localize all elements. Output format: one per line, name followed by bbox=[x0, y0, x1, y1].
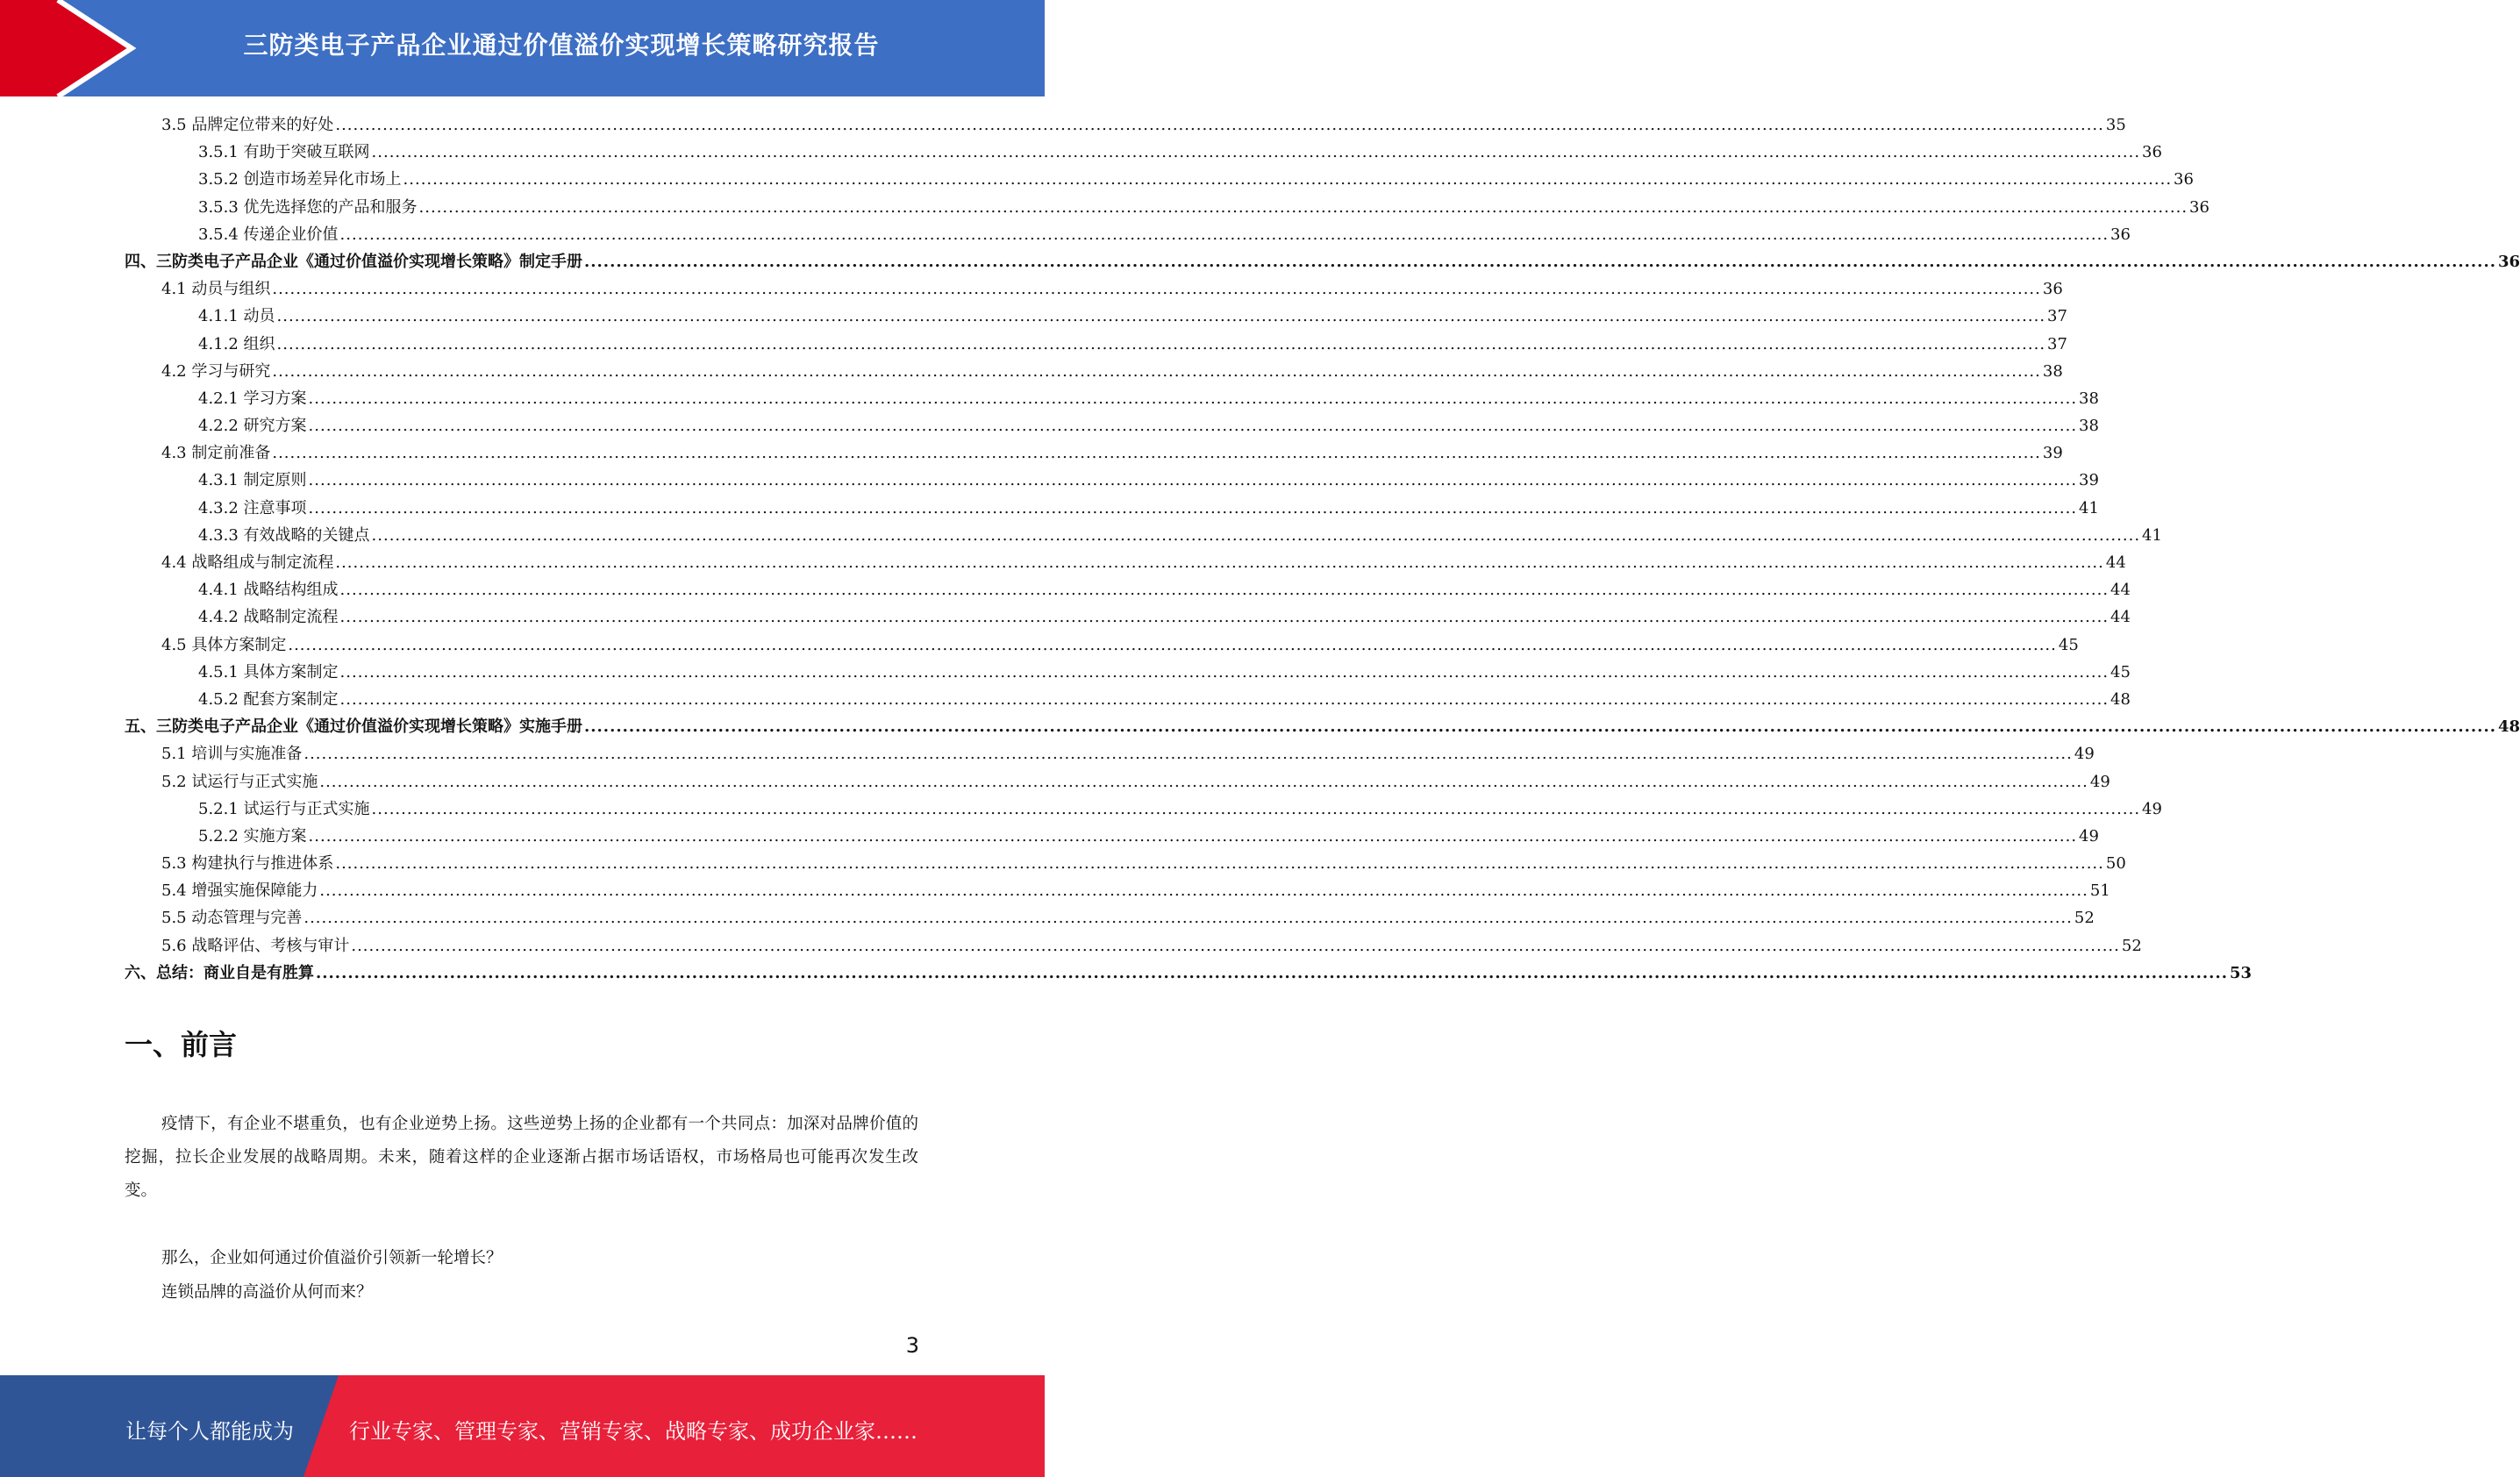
toc-entry-page: 38 bbox=[2042, 361, 2063, 381]
toc-entry-page: 52 bbox=[2121, 936, 2142, 955]
toc-leader-dots: ............................................................................................................................................................................................................................................................................................................ bbox=[335, 854, 2104, 874]
toc-entry-label: 4.3.2 注意事项 bbox=[198, 498, 307, 517]
toc-entry-label: 4.4 战略组成与制定流程 bbox=[161, 553, 334, 572]
toc-entry-page: 45 bbox=[2058, 635, 2079, 654]
toc-entry[interactable] bbox=[125, 112, 2126, 139]
toc-leader-dots: ............................................................................................................................................................................................................................................................................................................ bbox=[339, 662, 2110, 681]
toc-entry-label: 5.3 构建执行与推进体系 bbox=[161, 854, 334, 874]
section-heading: 一、前言 bbox=[125, 1028, 238, 1061]
toc-entry-page: 41 bbox=[2142, 525, 2162, 545]
toc-leader-dots: ............................................................................................................................................................................................................................................................................................................ bbox=[371, 525, 2141, 545]
toc-entry-page: 52 bbox=[2074, 909, 2095, 928]
page-footer bbox=[0, 1375, 1045, 1477]
toc-entry-page: 48 bbox=[2497, 717, 2520, 737]
toc-entry[interactable] bbox=[125, 604, 2131, 631]
toc-leader-dots: ............................................................................................................................................................................................................................................................................................................ bbox=[335, 553, 2104, 572]
toc-leader-dots: ............................................................................................................................................................................................................................................................................................................ bbox=[316, 963, 2228, 982]
toc-entry-label: 5.2.2 实施方案 bbox=[198, 826, 307, 846]
toc-leader-dots: ............................................................................................................................................................................................................................................................................................................ bbox=[371, 799, 2141, 818]
toc-entry-label: 4.2.2 研究方案 bbox=[198, 417, 307, 436]
toc-entry[interactable] bbox=[125, 139, 2162, 167]
toc-entry-label: 4.1 动员与组织 bbox=[161, 280, 271, 299]
toc-entry-page: 36 bbox=[2110, 225, 2131, 244]
toc-entry-label: 5.1 培训与实施准备 bbox=[161, 745, 303, 764]
toc-leader-dots: ............................................................................................................................................................................................................................................................................................................ bbox=[308, 471, 2078, 490]
toc-entry[interactable] bbox=[125, 523, 2162, 550]
toc-entry[interactable] bbox=[125, 632, 2079, 660]
toc-entry-label: 五、三防类电子产品企业《通过价值溢价实现增长策略》实施手册 bbox=[125, 717, 582, 737]
toc-leader-dots: ............................................................................................................................................................................................................................................................................................................ bbox=[308, 417, 2078, 436]
toc-entry[interactable] bbox=[125, 577, 2131, 604]
toc-leader-dots: ............................................................................................................................................................................................................................................................................................................ bbox=[403, 170, 2173, 189]
toc-entry-label: 六、总结：商业自是有胜算 bbox=[125, 963, 314, 982]
toc-entry-page: 36 bbox=[2142, 143, 2162, 162]
toc-entry-page: 44 bbox=[2105, 553, 2126, 572]
toc-leader-dots: ............................................................................................................................................................................................................................................................................................................ bbox=[339, 608, 2110, 627]
toc-leader-dots: ............................................................................................................................................................................................................................................................................................................ bbox=[272, 444, 2041, 463]
toc-entry-label: 4.5.1 具体方案制定 bbox=[198, 662, 339, 681]
toc-entry[interactable] bbox=[125, 386, 2099, 413]
toc-entry-label: 4.5 具体方案制定 bbox=[161, 635, 287, 654]
table-of-contents bbox=[125, 112, 2520, 988]
toc-entry-label: 5.4 增强实施保障能力 bbox=[161, 881, 318, 901]
toc-entry[interactable] bbox=[125, 222, 2131, 249]
toc-entry-label: 5.6 战略评估、考核与审计 bbox=[161, 936, 350, 955]
toc-leader-dots: ............................................................................................................................................................................................................................................................................................................ bbox=[418, 197, 2188, 217]
toc-entry-label: 4.1.2 组织 bbox=[198, 334, 275, 353]
toc-entry-page: 36 bbox=[2189, 197, 2209, 217]
toc-entry-page: 39 bbox=[2079, 471, 2099, 490]
toc-leader-dots: ............................................................................................................................................................................................................................................................................................................ bbox=[303, 909, 2073, 928]
toc-entry-label: 4.1.1 动员 bbox=[198, 307, 275, 326]
toc-entry-page: 37 bbox=[2047, 307, 2067, 326]
toc-leader-dots: ............................................................................................................................................................................................................................................................................................................ bbox=[319, 881, 2088, 901]
toc-entry[interactable] bbox=[125, 413, 2099, 440]
toc-entry[interactable] bbox=[125, 905, 2095, 932]
toc-entry[interactable] bbox=[125, 824, 2099, 851]
question-paragraph-2: 连锁品牌的高溢价从何而来？ bbox=[161, 1283, 373, 1302]
toc-entry-label: 3.5.3 优先选择您的产品和服务 bbox=[198, 197, 418, 217]
toc-leader-dots: ............................................................................................................................................................................................................................................................................................................ bbox=[308, 826, 2078, 846]
toc-entry[interactable] bbox=[125, 303, 2067, 331]
toc-entry-page: 41 bbox=[2079, 498, 2099, 517]
toc-entry-page: 38 bbox=[2079, 417, 2099, 436]
toc-entry-page: 38 bbox=[2079, 389, 2099, 408]
toc-entry-label: 3.5 品牌定位带来的好处 bbox=[161, 116, 334, 134]
toc-entry-label: 5.2 试运行与正式实施 bbox=[161, 772, 318, 791]
toc-leader-dots: ............................................................................................................................................................................................................................................................................................................ bbox=[288, 635, 2057, 654]
toc-entry[interactable] bbox=[125, 332, 2067, 359]
toc-entry-label: 4.3.3 有效战略的关键点 bbox=[198, 525, 370, 545]
toc-entry-label: 3.5.1 有助于突破互联网 bbox=[198, 143, 370, 162]
toc-entry[interactable] bbox=[125, 687, 2131, 714]
toc-entry-page: 44 bbox=[2110, 608, 2131, 627]
toc-leader-dots: ............................................................................................................................................................................................................................................................................................................ bbox=[308, 498, 2078, 517]
footer-slogan: 让每个人都能成为 bbox=[125, 1419, 294, 1444]
toc-leader-dots: ............................................................................................................................................................................................................................................................................................................ bbox=[584, 252, 2496, 271]
toc-leader-dots: ............................................................................................................................................................................................................................................................................................................ bbox=[303, 745, 2073, 764]
toc-leader-dots: ............................................................................................................................................................................................................................................................................................................ bbox=[584, 717, 2496, 737]
header-title: 三防类电子产品企业通过价值溢价实现增长策略研究报告 bbox=[243, 31, 880, 60]
toc-entry-page: 45 bbox=[2110, 662, 2131, 681]
toc-entry-label: 4.4.2 战略制定流程 bbox=[198, 608, 339, 627]
toc-entry[interactable] bbox=[125, 660, 2131, 687]
toc-entry-label: 4.2.1 学习方案 bbox=[198, 389, 307, 408]
toc-entry-page: 49 bbox=[2089, 772, 2110, 791]
toc-entry-page: 49 bbox=[2079, 826, 2099, 846]
toc-entry-page: 37 bbox=[2047, 334, 2067, 353]
toc-entry[interactable] bbox=[125, 276, 2063, 303]
toc-entry-label: 四、三防类电子产品企业《通过价值溢价实现增长策略》制定手册 bbox=[125, 252, 582, 271]
toc-entry-label: 4.2 学习与研究 bbox=[161, 361, 271, 381]
toc-entry[interactable] bbox=[125, 249, 2520, 276]
toc-entry-label: 4.3.1 制定原则 bbox=[198, 471, 307, 490]
toc-entry-page: 53 bbox=[2229, 963, 2252, 982]
toc-entry-page: 48 bbox=[2110, 689, 2131, 709]
toc-entry[interactable] bbox=[125, 769, 2110, 796]
toc-entry-page: 39 bbox=[2042, 444, 2063, 463]
toc-entry-label: 3.5.2 创造市场差异化市场上 bbox=[198, 170, 402, 189]
toc-entry[interactable] bbox=[125, 195, 2209, 222]
question-paragraph-1: 那么，企业如何通过价值溢价引领新一轮增长？ bbox=[161, 1249, 503, 1267]
toc-entry[interactable] bbox=[125, 167, 2194, 194]
toc-entry-page: 51 bbox=[2089, 881, 2110, 901]
toc-leader-dots: ............................................................................................................................................................................................................................................................................................................ bbox=[276, 334, 2046, 353]
toc-entry[interactable] bbox=[125, 714, 2520, 741]
intro-paragraph: 疫情下，有企业不堪重负，也有企业逆势上扬。这些逆势上扬的企业都有一个共同点：加深对品牌价值的挖掘，拉长企业发展的战略周期。未来，随着这样的企业逐渐占据市场话语权，市场格局也可能再次发生改变。 bbox=[125, 1115, 918, 1200]
toc-entry-label: 3.5.4 传递企业价值 bbox=[198, 225, 339, 244]
toc-leader-dots: ............................................................................................................................................................................................................................................................................................................ bbox=[371, 143, 2141, 162]
toc-entry-page: 49 bbox=[2142, 799, 2162, 818]
toc-entry[interactable] bbox=[125, 878, 2110, 905]
toc-entry[interactable] bbox=[125, 933, 2142, 960]
page-number: 3 bbox=[905, 1333, 919, 1358]
toc-leader-dots: ............................................................................................................................................................................................................................................................................................................ bbox=[339, 581, 2110, 600]
toc-leader-dots: ............................................................................................................................................................................................................................................................................................................ bbox=[276, 307, 2046, 326]
toc-entry-page: 44 bbox=[2110, 581, 2131, 600]
toc-entry[interactable] bbox=[125, 960, 2252, 988]
toc-entry-label: 4.3 制定前准备 bbox=[161, 444, 271, 463]
toc-entry[interactable] bbox=[125, 550, 2126, 577]
toc-entry-label: 5.5 动态管理与完善 bbox=[161, 909, 303, 928]
toc-entry-page: 35 bbox=[2105, 116, 2126, 134]
toc-leader-dots: ............................................................................................................................................................................................................................................................................................................ bbox=[272, 361, 2041, 381]
toc-entry[interactable] bbox=[125, 496, 2099, 523]
toc-entry-page: 50 bbox=[2105, 854, 2126, 874]
toc-entry-page: 36 bbox=[2497, 252, 2520, 271]
toc-entry-label: 4.5.2 配套方案制定 bbox=[198, 689, 339, 709]
toc-entry[interactable] bbox=[125, 741, 2095, 768]
toc-entry[interactable] bbox=[125, 796, 2162, 824]
toc-entry-label: 4.4.1 战略结构组成 bbox=[198, 581, 339, 600]
toc-entry[interactable] bbox=[125, 851, 2126, 878]
toc-leader-dots: ............................................................................................................................................................................................................................................................................................................ bbox=[351, 936, 2120, 955]
toc-leader-dots: ............................................................................................................................................................................................................................................................................................................ bbox=[308, 389, 2078, 408]
toc-leader-dots: ............................................................................................................................................................................................................................................................................................................ bbox=[319, 772, 2088, 791]
toc-entry-page: 36 bbox=[2042, 280, 2063, 299]
page-header bbox=[0, 0, 1045, 96]
toc-leader-dots: ............................................................................................................................................................................................................................................................................................................ bbox=[339, 225, 2110, 244]
toc-leader-dots: ............................................................................................................................................................................................................................................................................................................ bbox=[339, 689, 2110, 709]
toc-leader-dots: ............................................................................................................................................................................................................................................................................................................ bbox=[272, 280, 2041, 299]
toc-entry[interactable] bbox=[125, 440, 2063, 467]
toc-entry[interactable] bbox=[125, 467, 2099, 495]
toc-entry-page: 36 bbox=[2174, 170, 2194, 189]
footer-roles: 行业专家、管理专家、营销专家、战略专家、成功企业家…… bbox=[349, 1419, 917, 1444]
toc-entry-label: 5.2.1 试运行与正式实施 bbox=[198, 799, 370, 818]
toc-entry-page: 49 bbox=[2074, 745, 2095, 764]
toc-leader-dots: ............................................................................................................................................................................................................................................................................................................ bbox=[335, 116, 2104, 134]
toc-entry[interactable] bbox=[125, 359, 2063, 386]
